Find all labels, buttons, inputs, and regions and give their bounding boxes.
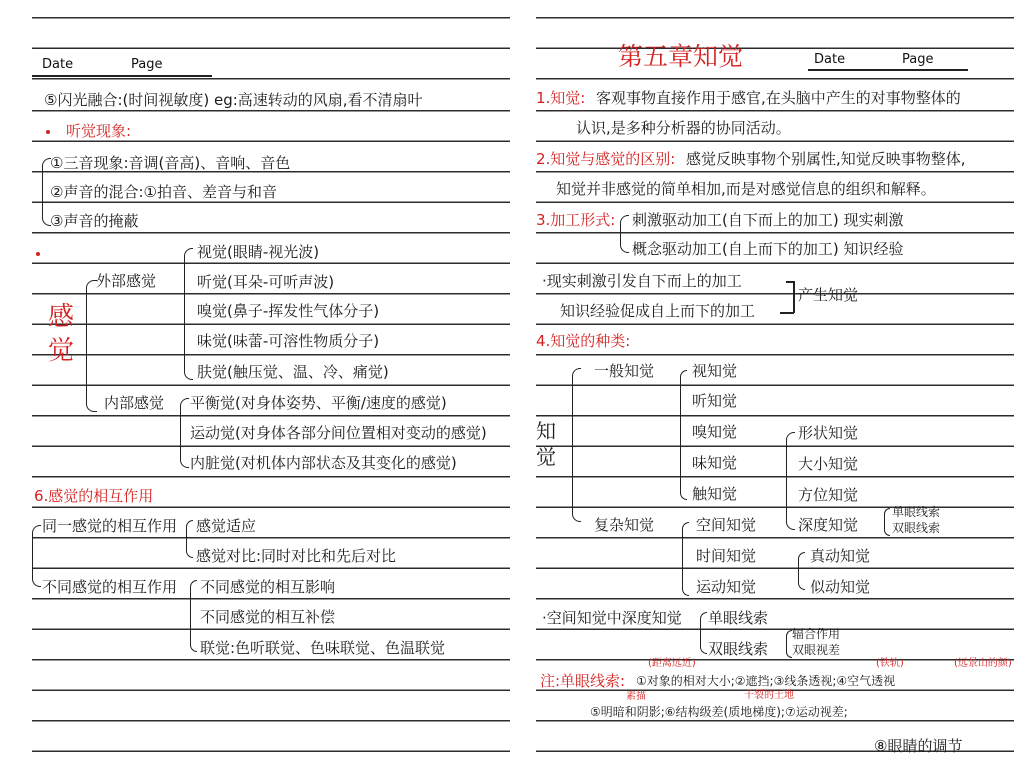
label-different-sense: 不同感觉的相互作用 <box>42 578 178 596</box>
item-skin: 肤觉(触压觉、温、冷、痛觉) <box>197 363 389 381</box>
item-contrast: 感觉对比:同时对比和先后对比 <box>196 547 397 565</box>
item-auditory-perception: 听知觉 <box>692 392 738 410</box>
label-general-perception: 一般知觉 <box>594 362 655 380</box>
item-apparent-motion: 似动知觉 <box>810 578 871 596</box>
label-perception-vertical: 知觉 <box>536 419 556 469</box>
item-shape-perception: 形状知觉 <box>798 424 859 442</box>
item-vision: 视觉(眼睛-视光波) <box>197 243 320 261</box>
notebook-page-left <box>32 0 510 764</box>
processing-note-2: 知识经验促成自上而下的加工 <box>560 302 756 320</box>
connector <box>780 312 794 314</box>
brace <box>184 248 193 380</box>
item-movement-perception: 运动知觉 <box>696 578 757 596</box>
note-line-three-features: ①三音现象:音调(音高)、音响、音色 <box>50 154 291 172</box>
item-olfactory-perception: 嗅知觉 <box>692 423 738 441</box>
note-line-masking: ③声音的掩蔽 <box>50 212 139 230</box>
date-label: Date <box>814 52 846 67</box>
brace <box>32 525 41 587</box>
label-definition: 1.知觉: <box>536 89 586 107</box>
label-types: 4.知觉的种类: <box>536 332 631 350</box>
item-different-compensation: 不同感觉的相互补偿 <box>200 608 336 626</box>
brace <box>786 432 795 530</box>
item-size-perception: 大小知觉 <box>798 455 859 473</box>
monocular-note-line-2: ⑤明暗和阴影;⑥结构级差(质地梯度);⑦运动视差; <box>590 705 848 719</box>
depth-binocular: 双眼线索 <box>708 640 769 658</box>
item-motion: 运动觉(对身体各部分间位置相对变动的感觉) <box>190 424 487 442</box>
monocular-note-line-3: ⑧眼睛的调节 <box>874 737 963 755</box>
item-monocular-cues: 单眼线索 <box>892 505 941 519</box>
page-label: Page <box>902 52 934 67</box>
heading-sensation: 感觉 <box>48 302 75 366</box>
chapter-title: 第五章知觉 <box>618 42 744 71</box>
processing-result: 产生知觉 <box>798 286 859 304</box>
annotation-cracked-land: 千裂的土地 <box>744 690 794 701</box>
item-real-motion: 真动知觉 <box>810 547 871 565</box>
difference-text-cont: 知觉并非感觉的简单相加,而是对感觉信息的组织和解释。 <box>556 180 936 198</box>
brace <box>180 398 189 468</box>
brace <box>86 280 97 412</box>
definition-text: 客观事物直接作用于感官,在头脑中产生的对事物整体的 <box>596 89 961 107</box>
monocular-note-line-1: ①对象的相对大小;②遮挡;③线条透视;④空气透视 <box>636 674 896 688</box>
label-internal-sensation: 内部感觉 <box>104 394 165 412</box>
heading-interaction: 6.感觉的相互作用 <box>34 487 154 505</box>
label-processing: 3.加工形式: <box>536 211 616 229</box>
item-gustatory-perception: 味知觉 <box>692 454 738 472</box>
item-balance: 平衡觉(对身体姿势、平衡/速度的感觉) <box>190 394 447 412</box>
item-synesthesia: 联觉:色听联觉、色味联觉、色温联觉 <box>200 639 446 657</box>
brace <box>682 522 689 596</box>
label-complex-perception: 复杂知觉 <box>594 516 655 534</box>
item-direction-perception: 方位知觉 <box>798 486 859 504</box>
note-line-flicker-fusion: ⑤闪光融合:(时间视敏度) eg:高速转动的风扇,看不清扇叶 <box>44 91 423 109</box>
item-taste: 味觉(味蕾-可溶性物质分子) <box>197 332 380 350</box>
annotation-mountain: (远景山的颜) <box>954 658 1012 669</box>
depth-monocular: 单眼线索 <box>708 609 769 627</box>
item-spatial-perception: 空间知觉 <box>696 516 757 534</box>
item-convergence: 辐合作用 <box>792 627 841 641</box>
difference-text: 感觉反映事物个别属性,知觉反映事物整体, <box>686 150 966 168</box>
label-same-sense: 同一感觉的相互作用 <box>42 517 178 535</box>
item-adaptation: 感觉适应 <box>196 517 257 535</box>
item-visual-perception: 视知觉 <box>692 362 738 380</box>
brace <box>186 520 193 558</box>
item-different-influence: 不同感觉的相互影响 <box>200 578 336 596</box>
processing-top-down: 概念驱动加工(自上而下的加工) 知识经验 <box>632 240 904 258</box>
annotation-sketch: 素描 <box>626 691 646 702</box>
item-depth-perception: 深度知觉 <box>798 516 859 534</box>
item-organic: 内脏觉(对机体内部状态及其变化的感觉) <box>190 454 457 472</box>
brace <box>700 612 707 654</box>
definition-text-cont: 认识,是多种分析器的协同活动。 <box>576 119 791 137</box>
bullet-dot <box>46 130 50 134</box>
notebook-page-right <box>536 0 1014 764</box>
brace <box>680 370 687 500</box>
item-time-perception: 时间知觉 <box>696 547 757 565</box>
header-rule <box>808 69 968 71</box>
item-binocular-cues: 双眼线索 <box>892 521 941 535</box>
annotation-rails: (铁轨) <box>876 658 904 669</box>
brace <box>884 508 890 536</box>
label-difference: 2.知觉与感觉的区别: <box>536 150 676 168</box>
brace <box>190 580 197 652</box>
processing-bottom-up: 刺激驱动加工(自下而上的加工) 现实刺激 <box>632 211 904 229</box>
item-hearing: 听觉(耳朵-可听声波) <box>197 273 335 291</box>
note-line-sound-mixing: ②声音的混合:①拍音、差音与和音 <box>50 183 277 201</box>
depth-perception-note: ·空间知觉中深度知觉 <box>542 609 682 627</box>
heading-auditory-phenomena: 听觉现象: <box>66 122 132 140</box>
page-label: Page <box>131 57 163 72</box>
brace <box>572 368 581 522</box>
bullet-dot <box>36 252 40 256</box>
processing-note-1: ·现实刺激引发自下而上的加工 <box>542 272 742 290</box>
item-binocular-disparity: 双眼视差 <box>792 643 841 657</box>
brace <box>798 552 805 590</box>
date-label: Date <box>42 57 74 72</box>
connector <box>793 281 795 313</box>
brace <box>620 215 629 253</box>
label-external-sensation: 外部感觉 <box>96 272 157 290</box>
item-smell: 嗅觉(鼻子-挥发性气体分子) <box>197 302 380 320</box>
item-tactile-perception: 触知觉 <box>692 485 738 503</box>
label-monocular-note: 注:单眼线索: <box>540 672 626 690</box>
annotation-distance: (距离远近) <box>648 658 696 669</box>
header-rule <box>32 75 212 77</box>
